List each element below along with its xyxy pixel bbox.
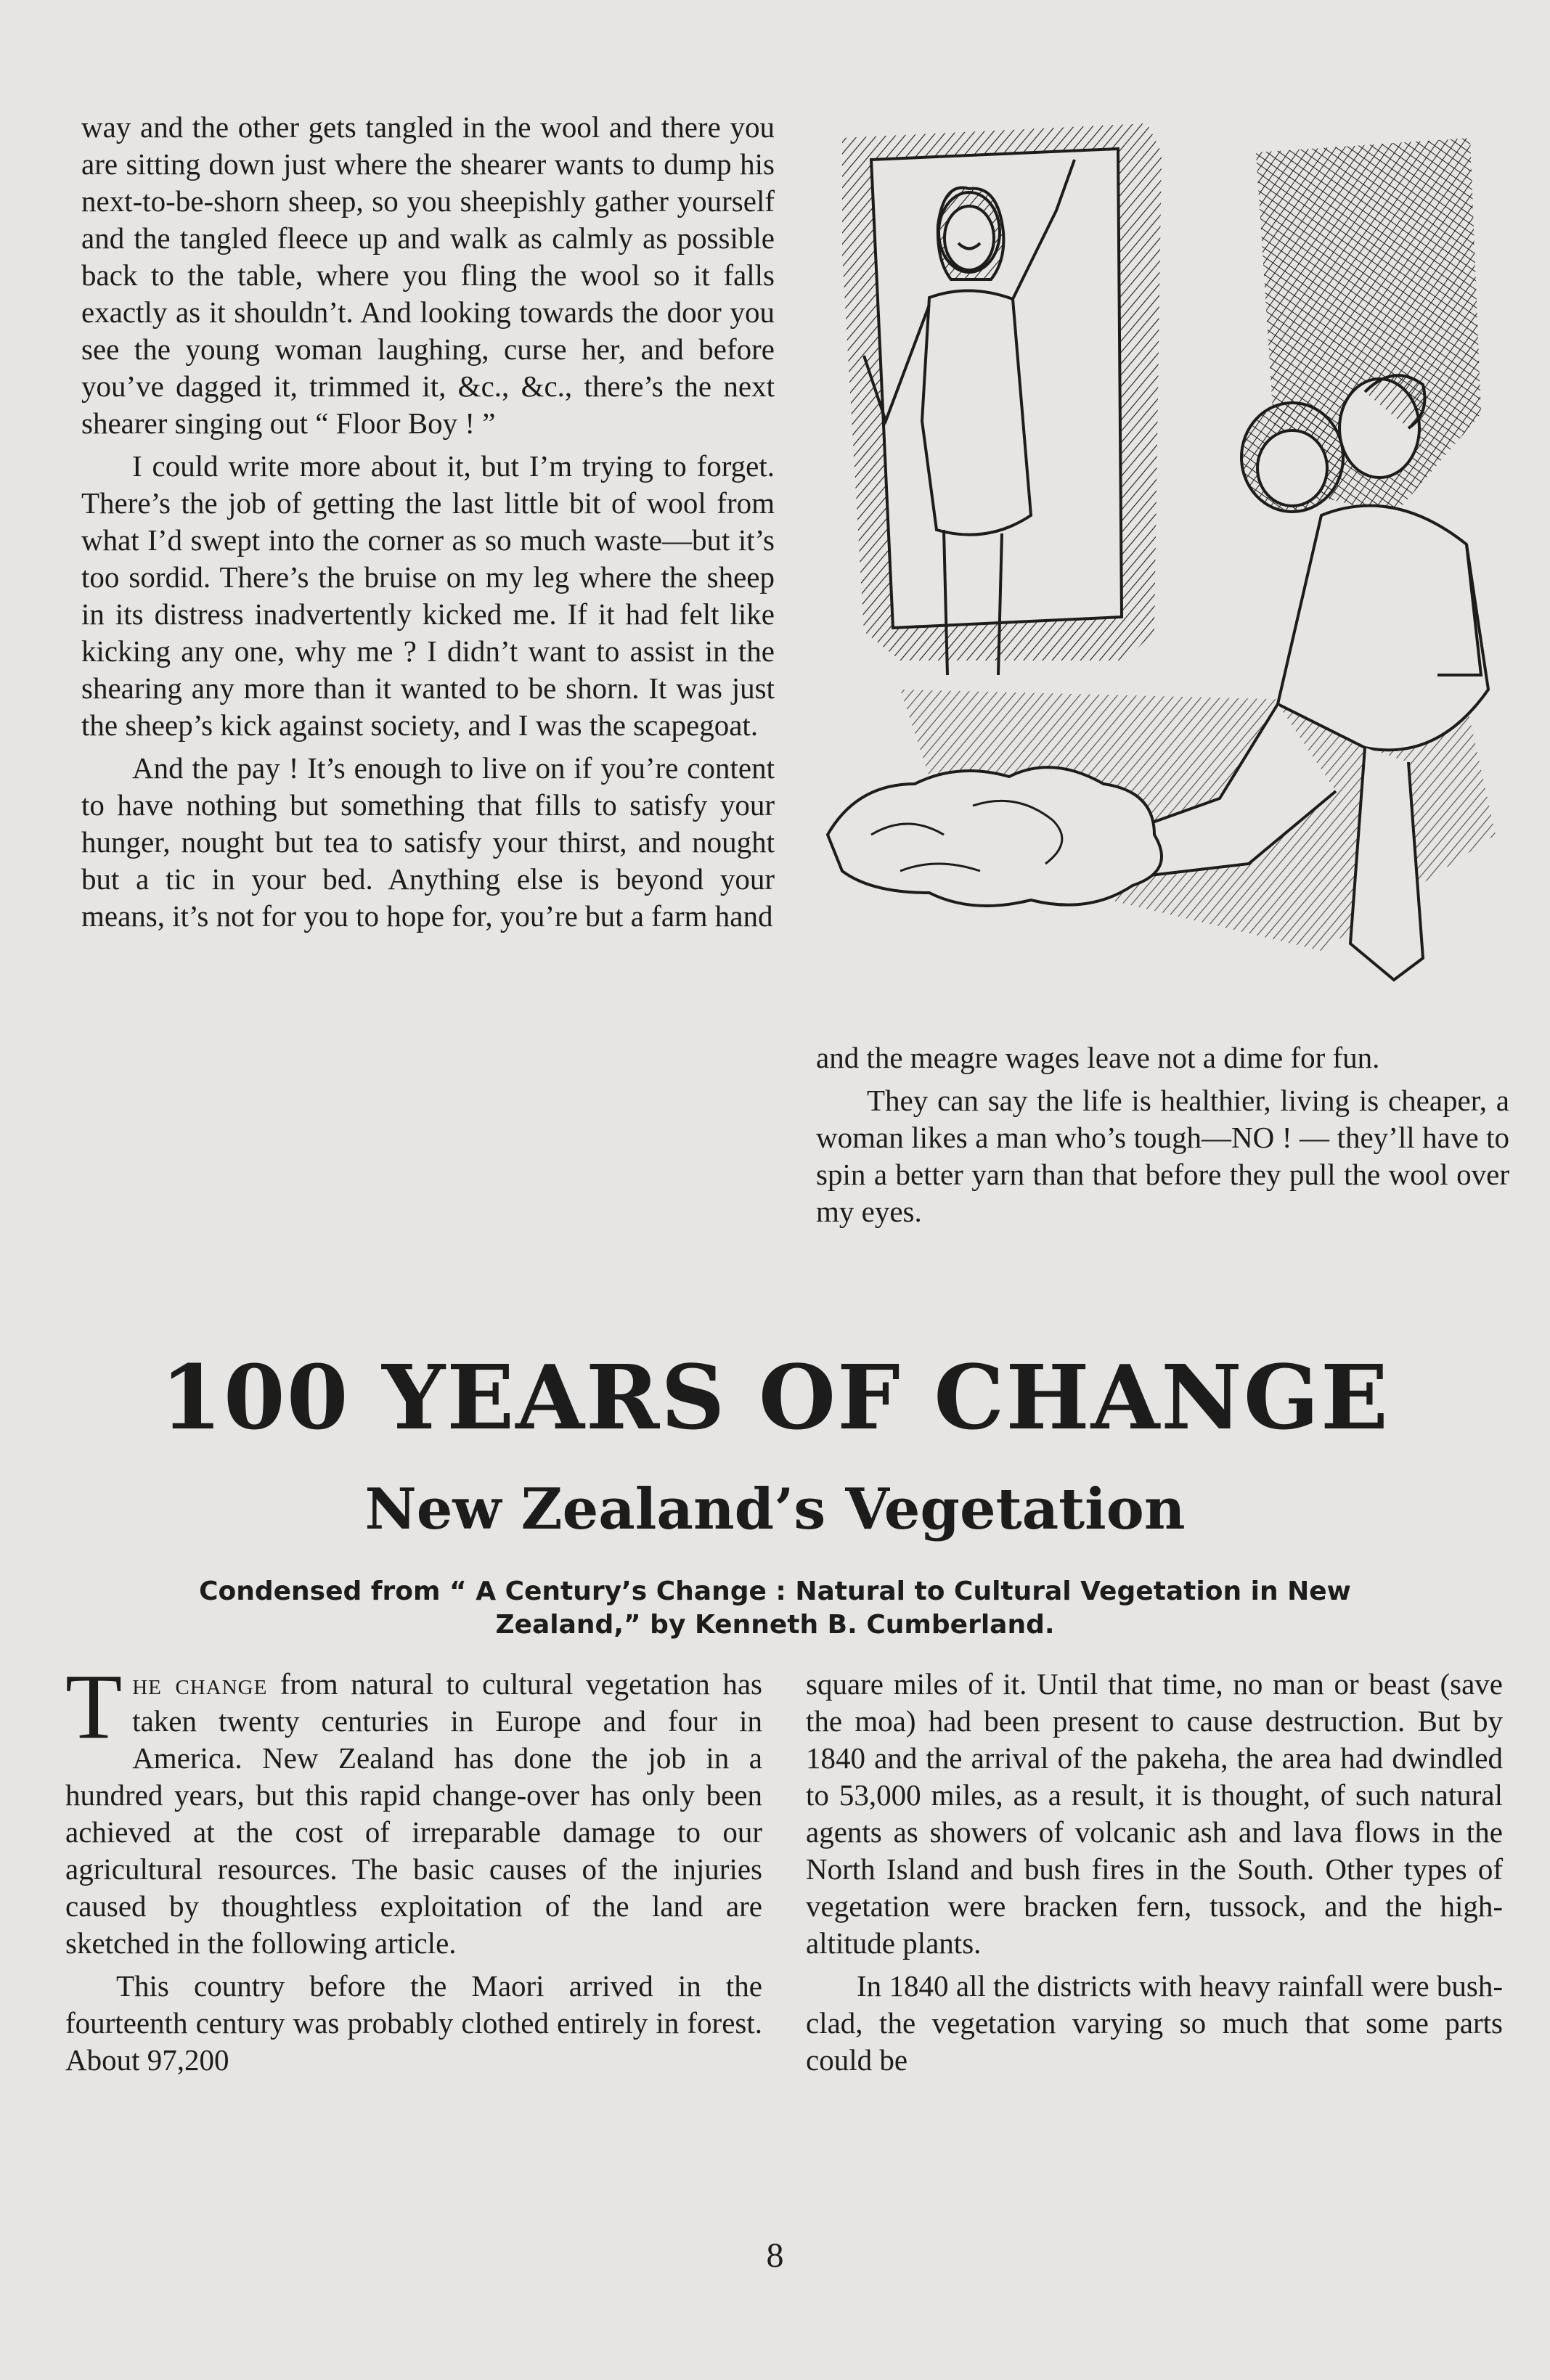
- drop-cap: T: [65, 1655, 123, 1758]
- article-column-right: [806, 1666, 1503, 2079]
- article-column-left: [65, 1655, 762, 2079]
- story-column-top-left: [81, 109, 775, 935]
- story-paragraph: I could write more about it, but I’m trying to forget. There’s the job of getting the last little bit of wool from what I’d swept into the corner as so much waste—but it’s too sordid. There’s the bruise on my leg where the sheep in its distress inadvertently kicked me. If it had felt like kicking any one, why me ? I didn’t want to assist in the shearing any more than it wanted to be shorn. It was just the sheep’s kick against society, and I was the scapegoat.: [81, 449, 775, 742]
- article-subheadline: New Zealand’s Vegetation: [364, 1476, 1186, 1542]
- shearing-shed-illustration: [813, 109, 1510, 1031]
- article-paragraph: In 1840 all the districts with heavy rainfall were bush-clad, the vegetation varying so much that some parts could be: [806, 1969, 1503, 2077]
- fleece-drawing: [828, 767, 1162, 906]
- story-paragraph: way and the other gets tangled in the wool and there you are sitting down just where the shearer wants to dump his next-to-be-shorn sheep, so you sheepishly gather yourself and the tangled fleece up and walk as calmly as possible back to the table, where you fling the wool so it falls exactly as it shouldn’t. And looking towards the door you see the young woman laughing, curse her, and before you’ve dagged it, trimmed it, &c., &c., there’s the next shearer singing out “ Floor Boy ! ”: [81, 110, 775, 440]
- article-paragraph: [65, 1655, 762, 1962]
- story-paragraph: They can say the life is healthier, living is cheaper, a woman likes a man who’s tough—NO ! — they’ll have to spin a better yarn than that before they pull the wool over my eyes.: [816, 1084, 1509, 1228]
- article-headline: 100 YEARS OF CHANGE: [160, 1345, 1390, 1449]
- story-column-top-right: [816, 1039, 1509, 1230]
- story-paragraph: and the meagre wages leave not a dime for fun.: [816, 1041, 1380, 1074]
- credit-line-1: Condensed from “ A Century’s Change : Natural to Cultural Vegetation in New: [199, 1577, 1351, 1606]
- page-number: 8: [766, 2236, 784, 2275]
- story-paragraph: And the pay ! It’s enough to live on if you’re content to have nothing but something that fills to satisfy your hunger, nought but tea to satisfy your thirst, and nought but a tic in your bed. Anything else is beyond your means, it’s not for you to hope for, you’re but a farm hand: [81, 751, 775, 933]
- lead-paragraph-text: from natural to cultural vegetation has taken twenty centuries in Europe and four in America. New Zealand has done the job in a hundred years, but this rapid change-over has only been achieved at the cost of irreparable damage to our agricultural resources. The basic causes of the injuries caused by thoughtless exploitation of the land are sketched in the following article.: [65, 1667, 762, 1960]
- lead-smallcaps: he change: [132, 1667, 268, 1701]
- article-paragraph: square miles of it. Until that time, no man or beast (save the moa) had been present to cause destruction. But by 1840 and the arrival of the pakeha, the area had dwindled to 53,000 miles, as a result, it is thought, of such natural agents as showers of volcanic ash and lava flows in the North Island and bush fires in the South. Other types of vegetation were bracken fern, tussock, and the high-altitude plants.: [806, 1667, 1503, 1960]
- credit-line-2: Zealand,” by Kenneth B. Cumberland.: [495, 1610, 1055, 1640]
- article-credit: [131, 1575, 1419, 1642]
- article-paragraph: This country before the Maori arrived in the fourteenth century was probably clothed entirely in forest. About 97,200: [65, 1969, 762, 2077]
